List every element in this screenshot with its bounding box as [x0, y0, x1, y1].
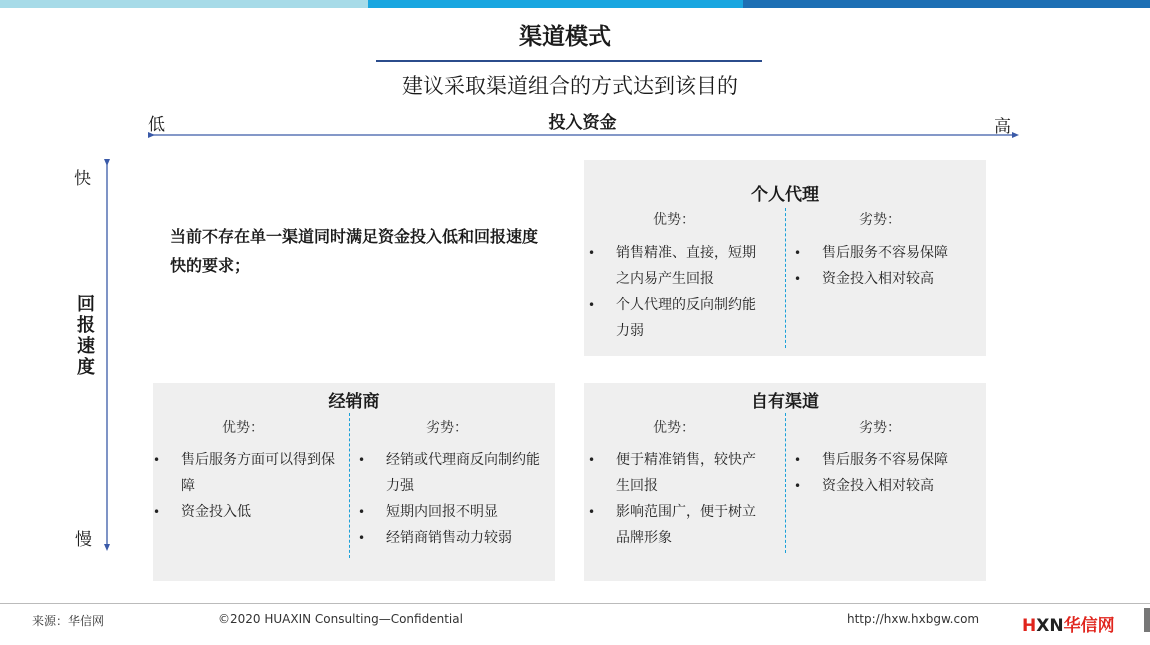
list-item: • 售后服务方面可以得到保障 — [153, 447, 338, 499]
x-axis-title: 投入资金 — [548, 113, 617, 133]
agent-pros-list — [588, 240, 768, 344]
agent-pros-label: 优势： — [653, 212, 695, 228]
statement-text: 当前不存在单一渠道同时满足资金投入低和回报速度快的要求； — [170, 227, 539, 275]
list-item: • 经销或代理商反向制约能力强 — [358, 447, 550, 499]
dealer-pros-list — [153, 447, 338, 525]
y-axis-bottom-label: 慢 — [75, 530, 92, 550]
quadrant-dealer-title: 经销商 — [328, 392, 380, 412]
x-axis-low-label: 低 — [148, 115, 165, 135]
list-item: • 销售精准、直接，短期之内易产生回报 — [588, 240, 768, 292]
quadrant-agent — [584, 160, 986, 356]
list-item: • 个人代理的反向制约能力弱 — [588, 292, 768, 344]
list-item: • 资金投入相对较高 — [794, 266, 979, 292]
dealer-cons-list — [358, 447, 550, 551]
list-item: • 经销商销售动力较弱 — [358, 525, 550, 551]
quadrant-agent-title: 个人代理 — [751, 185, 819, 205]
brand-logo — [1022, 611, 1115, 636]
quadrant-own-title: 自有渠道 — [751, 392, 819, 412]
logo-h: H — [1022, 616, 1037, 636]
footer-copyright: ©2020 HUAXIN Consulting—Confidential — [218, 612, 463, 626]
footer-url[interactable]: http://hxw.hxbgw.com — [847, 612, 980, 626]
own-divider — [785, 413, 786, 553]
dealer-cons-label: 劣势： — [426, 420, 468, 436]
list-item: • 售后服务不容易保障 — [794, 447, 979, 473]
logo-xn: XN — [1036, 616, 1064, 636]
own-pros-list — [588, 447, 768, 551]
own-cons-list — [794, 447, 979, 499]
own-pros-label: 优势： — [653, 420, 695, 436]
list-item: • 便于精准销售，较快产生回报 — [588, 447, 768, 499]
list-item: • 影响范围广，便于树立品牌形象 — [588, 499, 768, 551]
list-item: • 资金投入相对较高 — [794, 473, 979, 499]
list-item: • 短期内回报不明显 — [358, 499, 550, 525]
side-marker — [1144, 608, 1150, 632]
agent-cons-label: 劣势： — [859, 212, 901, 228]
quadrant-dealer — [153, 383, 555, 581]
list-item: • 售后服务不容易保障 — [794, 240, 979, 266]
dealer-pros-label: 优势： — [222, 420, 264, 436]
y-axis-top-label: 快 — [74, 169, 91, 189]
footer-divider — [0, 603, 1150, 604]
list-item: • 资金投入低 — [153, 499, 338, 525]
footer-source: 来源：华信网 — [32, 614, 105, 628]
page-title: 渠道模式 — [519, 24, 611, 50]
logo-cn: 华信网 — [1063, 616, 1115, 636]
dealer-divider — [349, 413, 350, 558]
page-subtitle: 建议采取渠道组合的方式达到该目的 — [402, 74, 738, 98]
own-cons-label: 劣势： — [859, 420, 901, 436]
agent-divider — [785, 208, 786, 348]
agent-cons-list — [794, 240, 979, 292]
x-axis-high-label: 高 — [994, 117, 1011, 137]
quadrant-own — [584, 383, 986, 581]
y-axis-title: 回报速度 — [77, 294, 95, 378]
